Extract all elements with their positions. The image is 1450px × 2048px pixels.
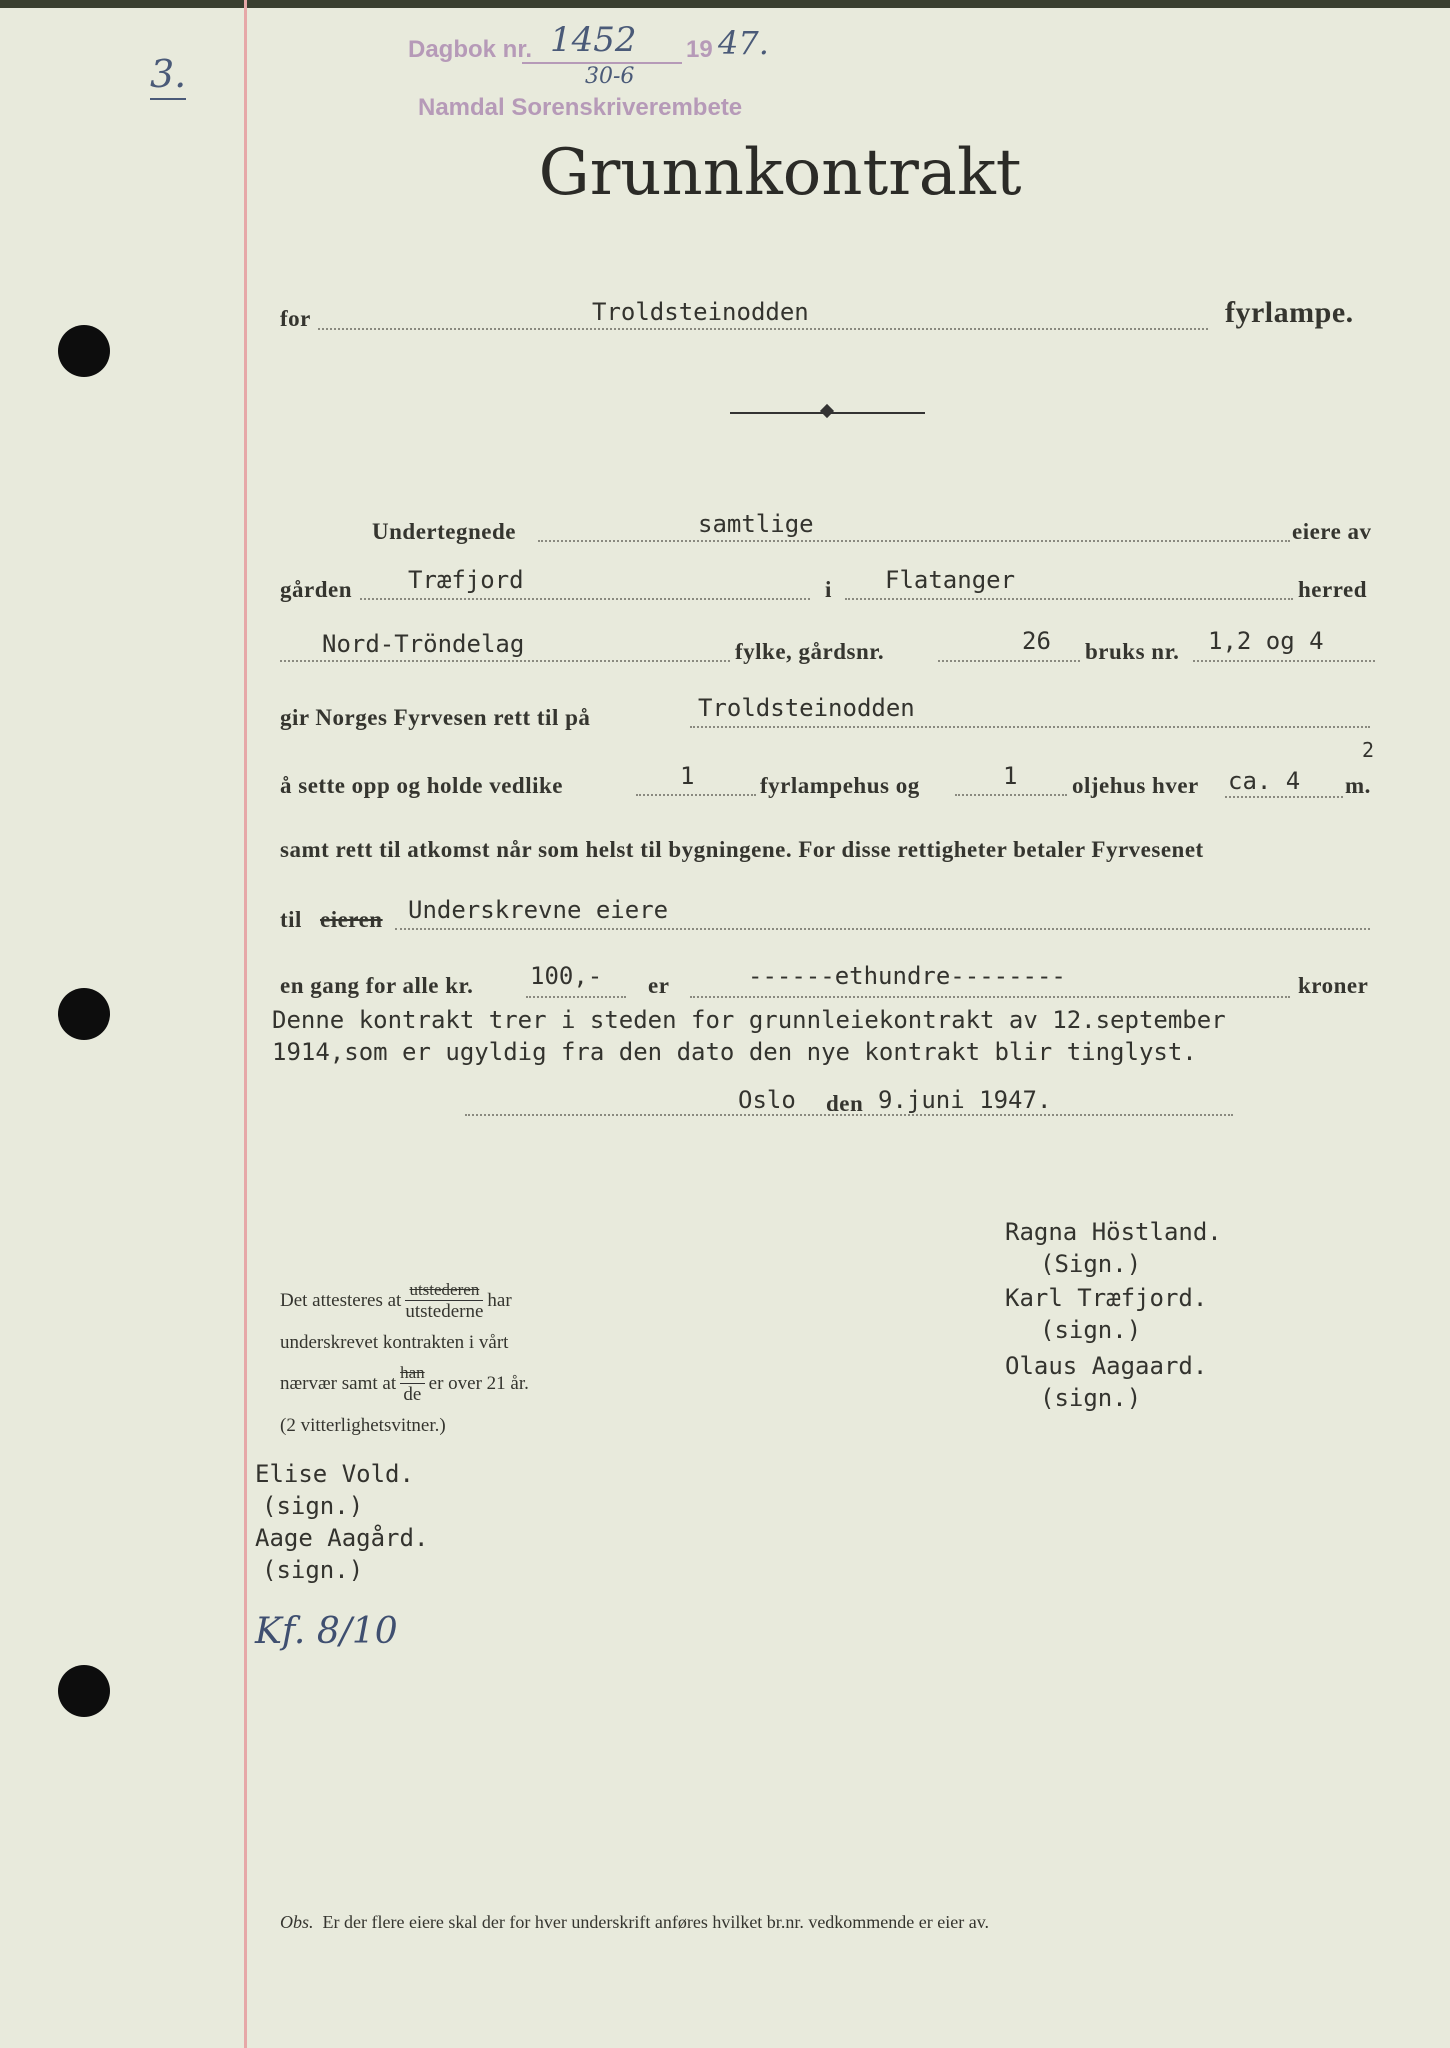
stamp-year: 19 — [686, 36, 713, 63]
scan-edge — [0, 0, 1450, 8]
attest-text: underskrevet kontrakten i vårt — [280, 1332, 509, 1353]
kroner-label: kroner — [1298, 973, 1369, 998]
obs-text: Er der flere eiere skal der for hver underskrift anføres hvilket br.nr. vedkommende er eier av. — [322, 1912, 990, 1932]
signature-name: Karl Træfjord. — [1005, 1284, 1208, 1312]
obs-label: Obs. — [280, 1912, 314, 1932]
lamphouse-count: 1 — [680, 762, 695, 790]
punch-hole — [58, 325, 110, 377]
selected-option: utstederne — [405, 1301, 484, 1322]
access-clause: samt rett til atkomst når som helst til bygningene. For disse rettigheter betaler Fyrvesenet — [280, 837, 1204, 862]
page-number-note: 3. — [150, 52, 186, 100]
erect-label: å sette opp og holde vedlike — [280, 773, 563, 798]
stamp-year-suffix: 47. — [718, 24, 769, 62]
oilhouse-label: oljehus hver — [1072, 773, 1199, 798]
signature-name: Olaus Aagaard. — [1005, 1352, 1208, 1380]
county-value: Nord-Tröndelag — [322, 630, 525, 658]
area-value: ca. 4 — [1228, 767, 1301, 795]
attest-text: Det attesteres at — [280, 1289, 402, 1311]
for-label: for — [280, 306, 311, 331]
struck-option: utstederen — [405, 1280, 483, 1301]
stamp-number: 1452 — [550, 20, 637, 60]
farm-value: Træfjord — [408, 566, 524, 594]
area-unit: m. — [1345, 773, 1371, 798]
gnr-value: 26 — [1022, 627, 1051, 655]
document-title: Grunnkontrakt — [538, 136, 1022, 210]
selected-option: de — [403, 1384, 422, 1405]
lighthouse-name: Troldsteinodden — [592, 298, 809, 326]
owners-suffix: eiere av — [1292, 519, 1372, 544]
attestation-block — [280, 1280, 529, 1446]
amount-words: ------ethundre-------- — [748, 962, 1066, 990]
bnr-label: bruks nr. — [1085, 639, 1180, 664]
payee-value: Underskrevne eiere — [408, 896, 669, 924]
date-label: den — [826, 1091, 864, 1116]
amount-label: en gang for alle kr. — [280, 973, 474, 998]
farm-label: gården — [280, 577, 352, 602]
attest-text: har — [487, 1289, 512, 1311]
in-label: i — [825, 577, 832, 602]
area-exponent: 2 — [1362, 738, 1375, 762]
punch-hole — [58, 988, 110, 1040]
oilhouse-count: 1 — [1003, 762, 1018, 790]
lamphouse-label: fyrlampehus og — [760, 773, 920, 798]
typed-note-line: 1914,som er ugyldig fra den dato den nye kontrakt blir tinglyst. — [272, 1038, 1197, 1066]
footer-note — [280, 1912, 989, 1934]
stamp-label: Dagbok nr. — [408, 36, 533, 63]
struck-option: han — [400, 1363, 425, 1382]
signature-note: (sign.) — [1040, 1384, 1142, 1412]
to-label: til — [280, 907, 302, 932]
gnr-label: fylke, gårdsnr. — [735, 639, 885, 664]
attest-text: er over 21 år. — [428, 1372, 529, 1394]
municipality-value: Flatanger — [885, 566, 1016, 594]
for-suffix: fyrlampe. — [1225, 296, 1354, 329]
attest-text: (2 vitterlighetsvitner.) — [280, 1415, 446, 1436]
struck-word: eieren — [320, 907, 383, 932]
er-label: er — [648, 973, 670, 998]
margin-line — [244, 0, 247, 2048]
place-value: Oslo — [738, 1086, 796, 1114]
ornament-diamond — [820, 404, 834, 418]
owners-value: samtlige — [698, 510, 814, 538]
witness-note: (sign.) — [262, 1492, 364, 1520]
witness-name: Aage Aagård. — [255, 1524, 429, 1552]
herred-label: herred — [1298, 577, 1368, 602]
witness-name: Elise Vold. — [255, 1460, 414, 1488]
punch-hole — [58, 1665, 110, 1717]
bnr-value: 1,2 og 4 — [1208, 627, 1324, 655]
attest-text: nærvær samt at — [280, 1372, 397, 1394]
date-value: 9.juni 1947. — [878, 1086, 1052, 1114]
stamp-office: Namdal Sorenskriverembete — [418, 94, 743, 121]
undersigned-label: Undertegnede — [372, 519, 516, 544]
signature-note: (sign.) — [1040, 1316, 1142, 1344]
stamp-date: 30-6 — [585, 64, 635, 89]
typed-note-line: Denne kontrakt trer i steden for grunnleiekontrakt av 12.september — [272, 1006, 1226, 1034]
handwritten-note: Kf. 8/10 — [255, 1611, 398, 1652]
signature-note: (Sign.) — [1040, 1250, 1142, 1278]
location-value: Troldsteinodden — [698, 694, 915, 722]
grants-label: gir Norges Fyrvesen rett til på — [280, 705, 591, 730]
amount-value: 100,- — [530, 962, 603, 990]
signature-name: Ragna Höstland. — [1005, 1218, 1222, 1246]
witness-note: (sign.) — [262, 1556, 364, 1584]
